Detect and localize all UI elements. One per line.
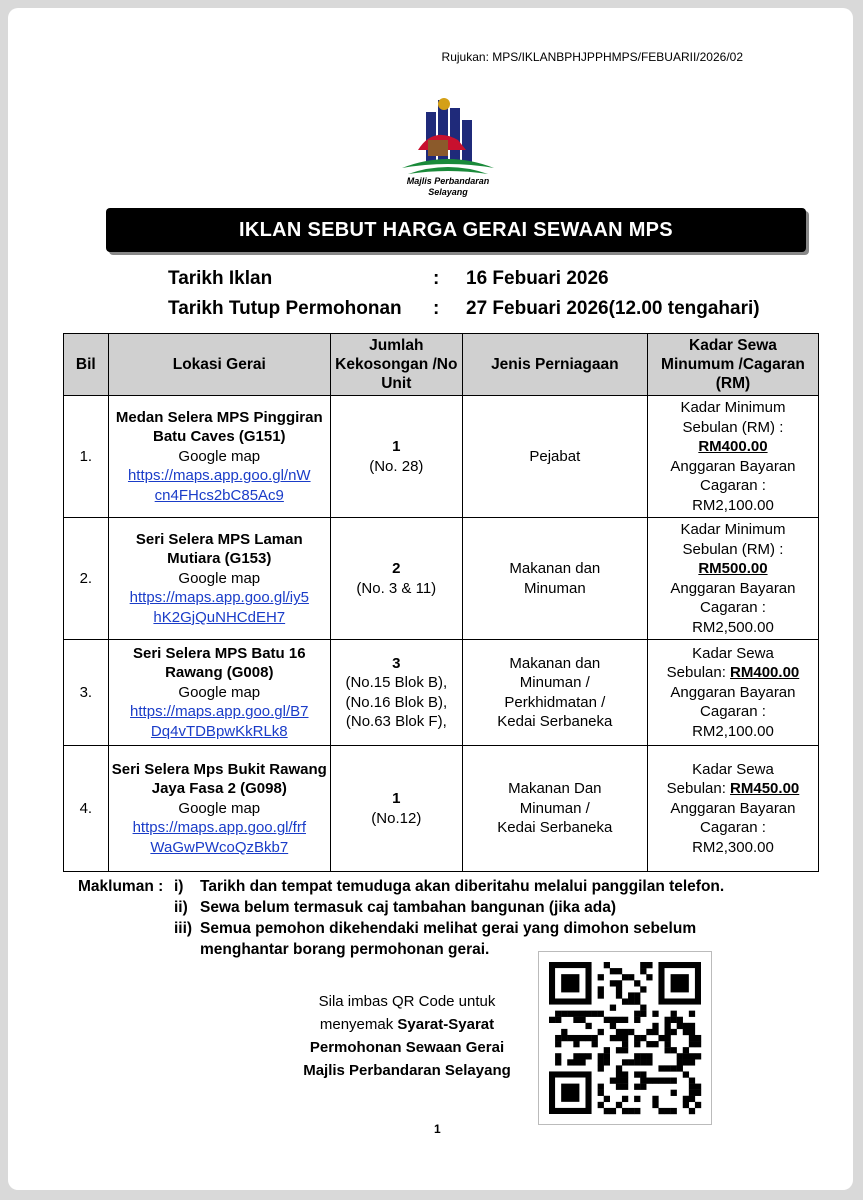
col-header-rate: Kadar Sewa Minumum /Cagaran (RM)	[647, 334, 818, 396]
qr-instruction: Sila imbas QR Code untuk menyemak Syarat-Syarat Permohonan Sewaan Gerai Majlis Perbandaran Selayang	[303, 993, 511, 1079]
vacancy-count: 2	[392, 560, 401, 577]
note-item-continued: menghantar borang permohonan gerai.	[200, 941, 490, 958]
vacancy-count: 3	[392, 654, 401, 672]
table-header-row	[64, 334, 819, 396]
closing-date-row	[168, 294, 760, 324]
map-link[interactable]: https://maps.app.goo.gl/frf WaGwPWcoQzBkb7	[132, 819, 306, 856]
closing-date-label: Tarikh Tutup Permohonan	[168, 298, 402, 319]
map-link[interactable]: https://maps.app.goo.gl/nW cn4FHcs2bC85Ac9	[127, 467, 311, 504]
col-header-bil: Bil	[64, 334, 109, 396]
note-item: Makluman : i) Tarikh dan tempat temuduga akan diberitahu melalui panggilan telefon.	[78, 878, 725, 895]
unit-numbers: (No. 3 & 11)	[356, 579, 437, 597]
business-type-cell: Makanan Dan Minuman / Kedai Serbaneka	[462, 746, 647, 872]
page-number: 1	[434, 1122, 441, 1136]
location-name: Seri Selera Mps Bukit Rawang Jaya Fasa 2 (G098)	[111, 760, 327, 798]
ad-date-label: Tarikh Iklan	[168, 268, 273, 289]
google-map-label: Google map	[178, 447, 261, 465]
row-number: 4.	[64, 746, 109, 872]
table-row	[64, 746, 819, 872]
location-cell	[108, 518, 330, 640]
business-type-cell: Pejabat	[462, 396, 647, 518]
table-row	[64, 396, 819, 518]
title-banner: IKLAN SEBUT HARGA GERAI SEWAAN MPS	[106, 208, 806, 252]
colon: :	[433, 298, 440, 319]
col-header-business: Jenis Perniagaan	[462, 334, 647, 396]
location-name: Seri Selera MPS Batu 16 Rawang (G008)	[132, 644, 306, 682]
logo-caption: Majlis Perbandaran Selayang	[406, 176, 490, 197]
deposit-amount: RM2,300.00	[692, 838, 774, 856]
monthly-rate: RM450.00	[730, 780, 800, 798]
business-type-cell: Makanan dan Minuman / Perkhidmatan / Kedai Serbaneka	[462, 640, 647, 746]
qr-code[interactable]	[538, 951, 712, 1125]
vacancy-cell: 3 (No.15 Blok B), (No.16 Blok B), (No.63 Blok F),	[330, 640, 462, 746]
google-map-label: Google map	[178, 683, 261, 701]
location-name: Seri Selera MPS Laman Mutiara (G153)	[135, 530, 303, 568]
row-number: 2.	[64, 518, 109, 640]
rate-cell: Kadar Sewa Sebulan: RM400.00 Anggaran Bayaran Cagaran : RM2,100.00	[647, 640, 818, 746]
map-link[interactable]: https://maps.app.goo.gl/iy5 hK2GjQuNHCdEH7	[129, 589, 309, 626]
monthly-rate: RM400.00	[730, 664, 800, 682]
note-item: iii) Semua pemohon dikehendaki melihat gerai yang dimohon sebelum	[174, 920, 697, 937]
vacancy-count: 1	[392, 790, 401, 807]
table-row	[64, 518, 819, 640]
rate-cell: Kadar Sewa Sebulan: RM450.00 Anggaran Bayaran Cagaran : RM2,300.00	[647, 746, 818, 872]
vacancy-cell	[330, 746, 462, 872]
stalls-table	[63, 333, 819, 872]
col-header-location: Lokasi Gerai	[108, 334, 330, 396]
deposit-amount: RM2,100.00	[692, 722, 774, 740]
map-link[interactable]: https://maps.app.goo.gl/B7 Dq4vTDBpwKkRLk8	[130, 703, 309, 740]
table-row	[64, 640, 819, 746]
ad-date-row	[168, 264, 760, 294]
location-cell	[108, 640, 330, 746]
reference-number: Rujukan: MPS/IKLANBPHJPPHMPS/FEBUARII/2026/02	[441, 50, 743, 64]
ad-date-value: 16 Febuari 2026	[466, 268, 609, 289]
rate-cell: Kadar Minimum Sebulan (RM) : RM500.00 Anggaran Bayaran Cagaran : RM2,500.00	[647, 518, 818, 640]
deposit-amount: RM2,100.00	[692, 496, 774, 514]
unit-numbers: (No.12)	[371, 809, 422, 827]
location-cell	[108, 396, 330, 518]
vacancy-cell	[330, 518, 462, 640]
document-page	[8, 8, 853, 1190]
notes-block	[78, 876, 724, 960]
col-header-vacancy: Jumlah Kekosongan /No Unit	[330, 334, 462, 396]
google-map-label: Google map	[178, 799, 261, 817]
rate-cell: Kadar Minimum Sebulan (RM) : RM400.00 Anggaran Bayaran Cagaran : RM2,100.00	[647, 396, 818, 518]
row-number: 3.	[64, 640, 109, 746]
google-map-label: Google map	[178, 569, 261, 587]
monthly-rate: RM500.00	[698, 560, 768, 577]
note-item: ii) Sewa belum termasuk caj tambahan bangunan (jika ada)	[174, 899, 617, 916]
deposit-amount: RM2,500.00	[692, 618, 774, 636]
monthly-rate: RM400.00	[698, 438, 768, 455]
business-type-cell: Makanan dan Minuman	[462, 518, 647, 640]
dates-block	[168, 264, 760, 324]
vacancy-cell	[330, 396, 462, 518]
colon: :	[433, 268, 440, 289]
location-cell	[108, 746, 330, 872]
notes-heading: Makluman :	[78, 878, 164, 895]
location-name: Medan Selera MPS Pinggiran Batu Caves (G151)	[115, 408, 323, 446]
closing-date-value: 27 Febuari 2026(12.00 tengahari)	[466, 298, 760, 319]
unit-numbers: (No. 28)	[369, 457, 424, 475]
vacancy-count: 1	[392, 438, 401, 455]
row-number: 1.	[64, 396, 109, 518]
